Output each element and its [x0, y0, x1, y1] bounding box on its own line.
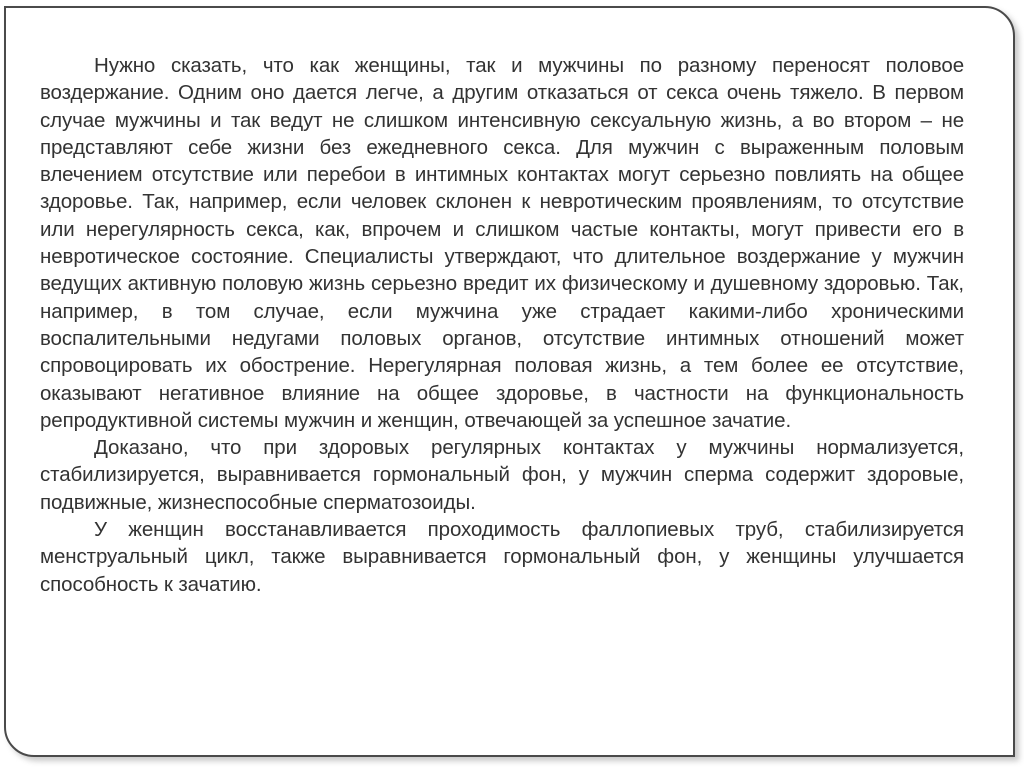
- paragraph-3: У женщин восстанавливается проходимость фаллопиевых труб, стабилизируется менструальный цикл, также выравнивается гормональный фон, у женщины улучшается способность к зачатию.: [40, 518, 964, 596]
- paragraph-1: Нужно сказать, что как женщины, так и мужчины по разному переносят половое воздержание. Одним оно дается легче, а другим отказаться от секса очень тяжело. В первом случае мужчины и так ведут не слишком интенсивную сексуальную жизнь, а во втором – не представляют себе жизни без ежедневного секса. Для мужчин с выраженным половым влечением отсутствие или перебои в интимных контактах могут серьезно повлиять на общее здоровье. Так, например, если человек склонен к невротическим проявлениям, то отсутствие или нерегулярность секса, как, впрочем и слишком частые контакты, могут привести его в невротическое состояние. Специалисты утверждают, что длительное воздержание у мужчин ведущих активную половую жизнь серьезно вредит их физическому и душевному здоровью. Так, например, в том случае, если мужчина уже страдает какими-либо хроническими воспалительными недугами половых органов, отсутствие интимных отношений может спровоцировать их обострение. Нерегулярная половая жизнь, а тем более ее отсутствие, оказывают негативное влияние на общее здоровье, в частности на функциональность репродуктивной системы мужчин и женщин, отвечающей за успешное зачатие.: [40, 54, 964, 432]
- paragraph-2: Доказано, что при здоровых регулярных контактах у мужчины нормализуется, стабилизируется, выравнивается гормональный фон, у мужчин сперма содержит здоровые, подвижные, жизнеспособные сперматозоиды.: [40, 436, 964, 514]
- slide-text-body: [40, 52, 964, 598]
